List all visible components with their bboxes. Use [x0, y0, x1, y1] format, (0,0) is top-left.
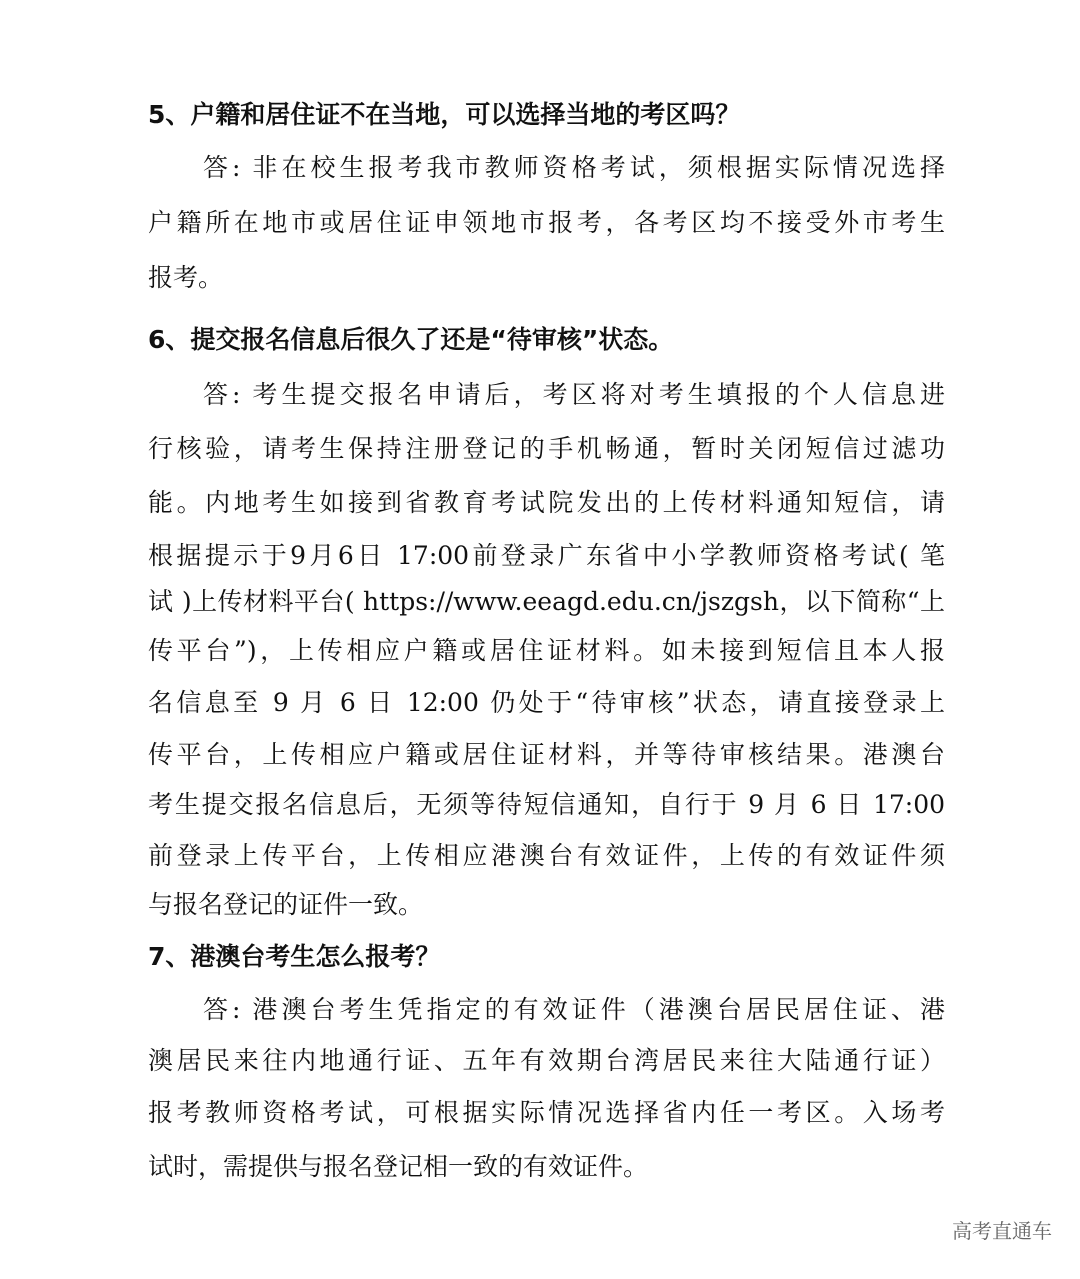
watermark: 高考直通车 — [952, 1219, 1052, 1243]
answer-line: 试时，需提供与报名登记相一致的有效证件。 — [148, 1152, 649, 1181]
answer-line: 与报名登记的证件一致。 — [148, 890, 424, 919]
answer-line: 名信息至 9 月 6 日 12:00 仍处于“待审核”状态，请直接登录上 — [148, 688, 945, 717]
answer-line: 传平台”)，上传相应户籍或居住证材料。如未接到短信且本人报 — [148, 636, 945, 665]
answer-line: 报考教师资格考试，可根据实际情况选择省内任一考区。入场考 — [148, 1098, 945, 1127]
answer-line: 能。内地考生如接到省教育考试院发出的上传材料通知短信，请 — [148, 488, 945, 517]
question-5: 5、户籍和居住证不在当地，可以选择当地的考区吗？ — [148, 100, 741, 129]
question-6: 6、提交报名信息后很久了还是“待审核”状态。 — [148, 325, 674, 354]
answer-line: 传平台，上传相应户籍或居住证材料，并等待审核结果。港澳台 — [148, 740, 945, 769]
answer-line: 澳居民来往内地通行证、五年有效期台湾居民来往大陆通行证） — [148, 1046, 945, 1075]
answer-line: 户籍所在地市或居住证申领地市报考，各考区均不接受外市考生 — [148, 208, 945, 237]
answer-line: 答: 考生提交报名申请后，考区将对考生填报的个人信息进 — [203, 380, 945, 409]
answer-line: 前登录上传平台，上传相应港澳台有效证件，上传的有效证件须 — [148, 841, 945, 870]
answer-line: 答: 非在校生报考我市教师资格考试，须根据实际情况选择 — [203, 153, 945, 182]
question-7: 7、港澳台考生怎么报考？ — [148, 942, 441, 971]
answer-line: 根据提示于9月6日 17:00前登录广东省中小学教师资格考试( 笔 — [148, 541, 945, 570]
answer-line: 试 )上传材料平台( https://www.eeagd.edu.cn/jszgsh，以下简称“上 — [148, 587, 945, 616]
answer-line: 考生提交报名信息后，无须等待短信通知，自行于 9 月 6 日 17:00 — [148, 790, 945, 819]
answer-line: 报考。 — [148, 263, 224, 292]
answer-line: 行核验，请考生保持注册登记的手机畅通，暂时关闭短信过滤功 — [148, 434, 945, 463]
answer-line: 答: 港澳台考生凭指定的有效证件（港澳台居民居住证、港 — [203, 995, 945, 1024]
